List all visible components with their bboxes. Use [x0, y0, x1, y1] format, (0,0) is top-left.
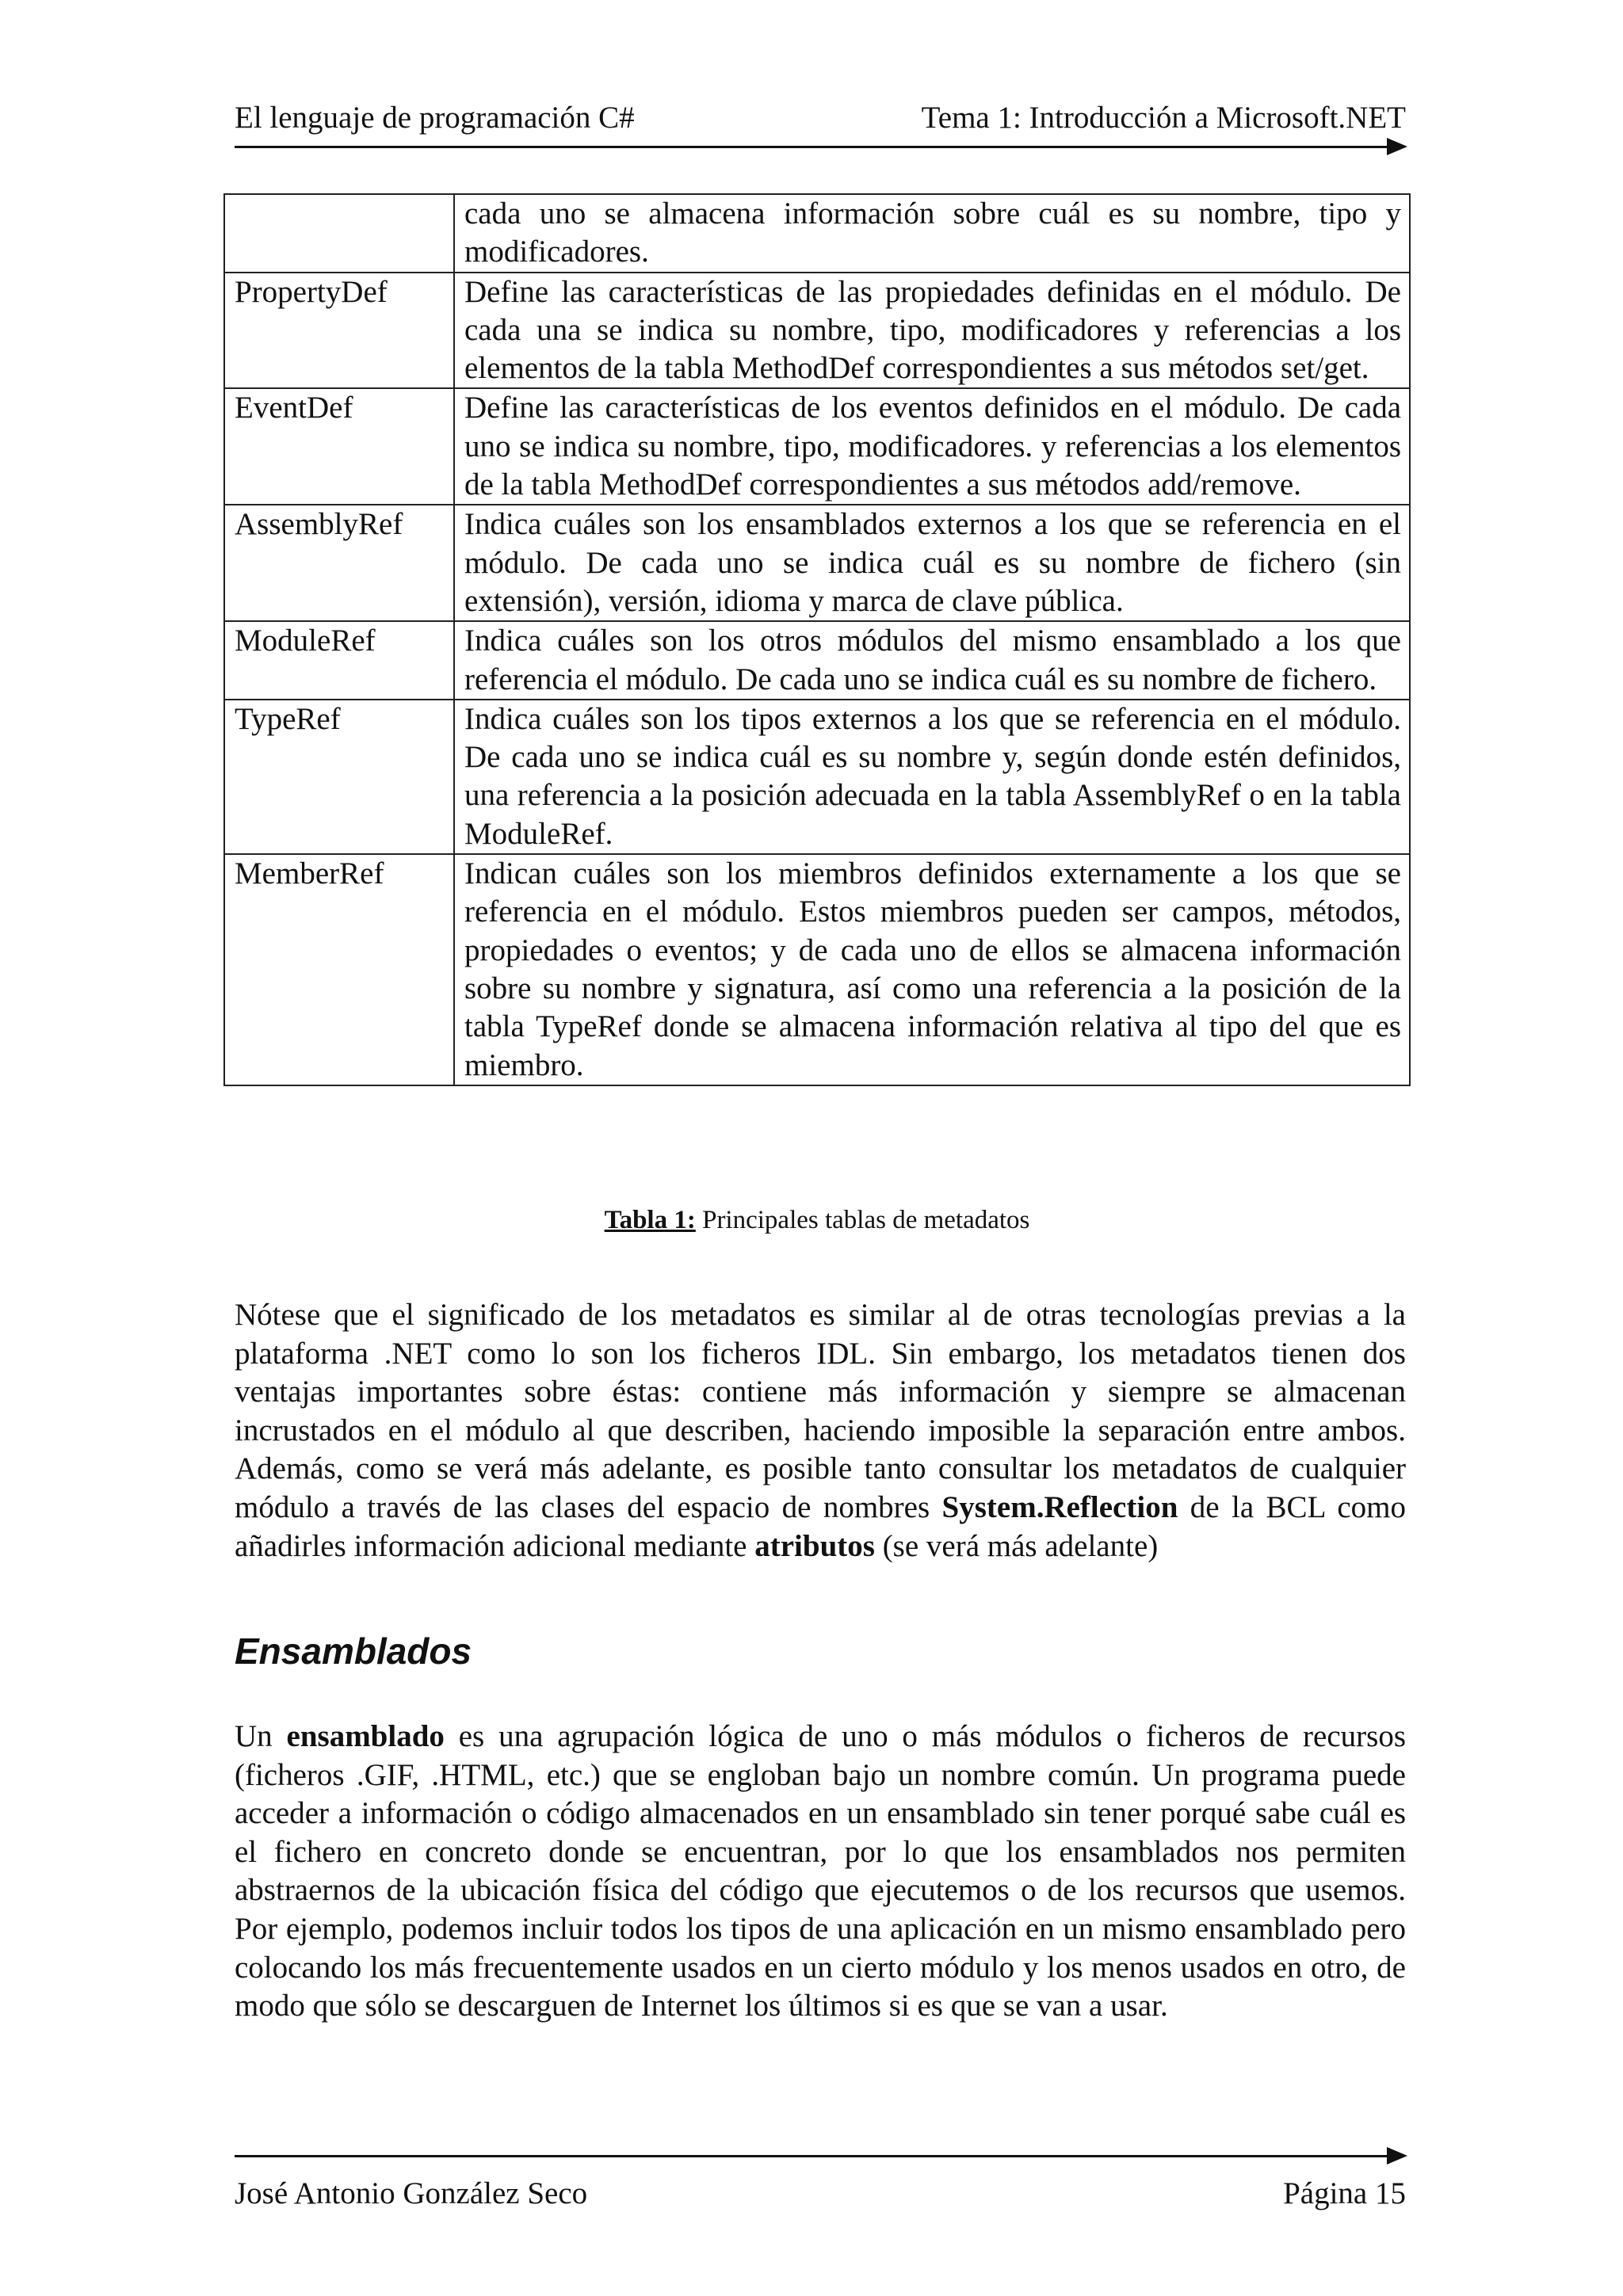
table-row: [224, 700, 1410, 854]
header-arrow-icon: [1387, 138, 1407, 155]
running-footer: [235, 2174, 1406, 2222]
table-cell-name: [224, 194, 454, 273]
footer-rule: [235, 2155, 1392, 2157]
paragraph-text: de la BCL como añadirles información adicional mediante: [235, 1489, 1406, 1563]
table-cell-description: Indica cuáles son los otros módulos del mismo ensamblado a los que referencia el módulo. De cada uno se indica cuál es su nombre de fichero.: [454, 621, 1410, 700]
table-caption-label: Tabla 1:: [604, 1206, 696, 1234]
table-cell-description: Define las características de los eventos definidos en el módulo. De cada uno se indica su nombre, tipo, modificadores. y referencias a los elementos de la tabla MethodDef correspondientes a sus métodos add/remove.: [454, 388, 1410, 505]
table-caption: [0, 1203, 1623, 1238]
paragraph-bold-term: System.Reflection: [941, 1489, 1178, 1524]
footer-author: José Antonio González Seco: [235, 2176, 588, 2210]
header-book-title: El lenguaje de programación C#: [235, 101, 635, 135]
paragraph-text: Nótese que el significado de los metadatos es similar al de otras tecnologías previas a la plataforma .NET como lo son los ficheros IDL. Sin embargo, los metadatos tienen dos ventajas importantes sobre éstas: contiene más información y siempre se almacenan incrustados en el módulo al que describen, haciendo imposible la separación entre ambos. Además, como se verá más adelante, es posible tanto consultar los metadatos de cualquier módulo a través de las clases del espacio de nombres: [235, 1298, 1406, 1524]
table-row: [224, 388, 1410, 505]
table-cell-description: cada uno se almacena información sobre cuál es su nombre, tipo y modificadores.: [454, 194, 1410, 273]
paragraph-bold-term: atributos: [754, 1528, 875, 1563]
table-cell-name: ModuleRef: [224, 621, 454, 700]
paragraph-bold-term: ensamblado: [286, 1719, 445, 1753]
table-caption-text: Principales tablas de metadatos: [695, 1206, 1030, 1234]
table-row: [224, 854, 1410, 1085]
footer-page-number: Página 15: [1283, 2176, 1406, 2210]
table-cell-description: Indica cuáles son los tipos externos a los que se referencia en el módulo. De cada uno se indica cuál es su nombre y, según donde estén definidos, una referencia a la posición adecuada en la tabla AssemblyRef o en la tabla ModuleRef.: [454, 700, 1410, 854]
section-title: Ensamblados: [235, 1630, 472, 1672]
table-row: [224, 194, 1410, 273]
paragraph-text: (se verá más adelante): [874, 1528, 1159, 1563]
table-cell-name: AssemblyRef: [224, 505, 454, 621]
running-header: [235, 98, 1406, 146]
table-cell-name: EventDef: [224, 388, 454, 505]
table-cell-description: Define las características de las propiedades definidas en el módulo. De cada una se indica su nombre, tipo, modificadores y referencias a los elementos de la tabla MethodDef correspondientes a sus métodos set/get.: [454, 273, 1410, 389]
table-row: [224, 273, 1410, 389]
paragraph-metadata-notes: [235, 1296, 1406, 1566]
header-chapter-title: Tema 1: Introducción a Microsoft.NET: [921, 101, 1406, 135]
paragraph-assemblies: [235, 1718, 1406, 2026]
paragraph-text: Un: [235, 1719, 287, 1753]
table-row: [224, 621, 1410, 700]
table-cell-description: Indica cuáles son los ensamblados externos a los que se referencia en el módulo. De cada uno se indica cuál es su nombre de fichero (sin extensión), versión, idioma y marca de clave pública.: [454, 505, 1410, 621]
table-row: [224, 505, 1410, 621]
metadata-table: [223, 193, 1411, 1086]
table-cell-name: TypeRef: [224, 700, 454, 854]
header-rule: [235, 146, 1392, 148]
table-cell-name: MemberRef: [224, 854, 454, 1085]
table-cell-description: Indican cuáles son los miembros definidos externamente a los que se referencia en el módulo. Estos miembros pueden ser campos, métodos, propiedades o eventos; y de cada uno de ellos se almacena información sobre su nombre y signatura, así como una referencia a la posición de la tabla TypeRef donde se almacena información relativa al tipo del que es miembro.: [454, 854, 1410, 1085]
footer-arrow-icon: [1387, 2147, 1407, 2164]
paragraph-text: es una agrupación lógica de uno o más módulos o ficheros de recursos (ficheros .GIF, .HTML, etc.) que se engloban bajo un nombre común. Un programa puede acceder a información o código almacenados en un ensamblado sin tener porqué sabe cuál es el fichero en concreto donde se encuentran, por lo que los ensamblados nos permiten abstraernos de la ubicación física del código que ejecutemos o de los recursos que usemos. Por ejemplo, podemos incluir todos los tipos de una aplicación en un mismo ensamblado pero colocando los más frecuentemente usados en un cierto módulo y los menos usados en otro, de modo que sólo se descarguen de Internet los últimos si es que se van a usar.: [235, 1719, 1406, 2023]
table-cell-name: PropertyDef: [224, 273, 454, 389]
